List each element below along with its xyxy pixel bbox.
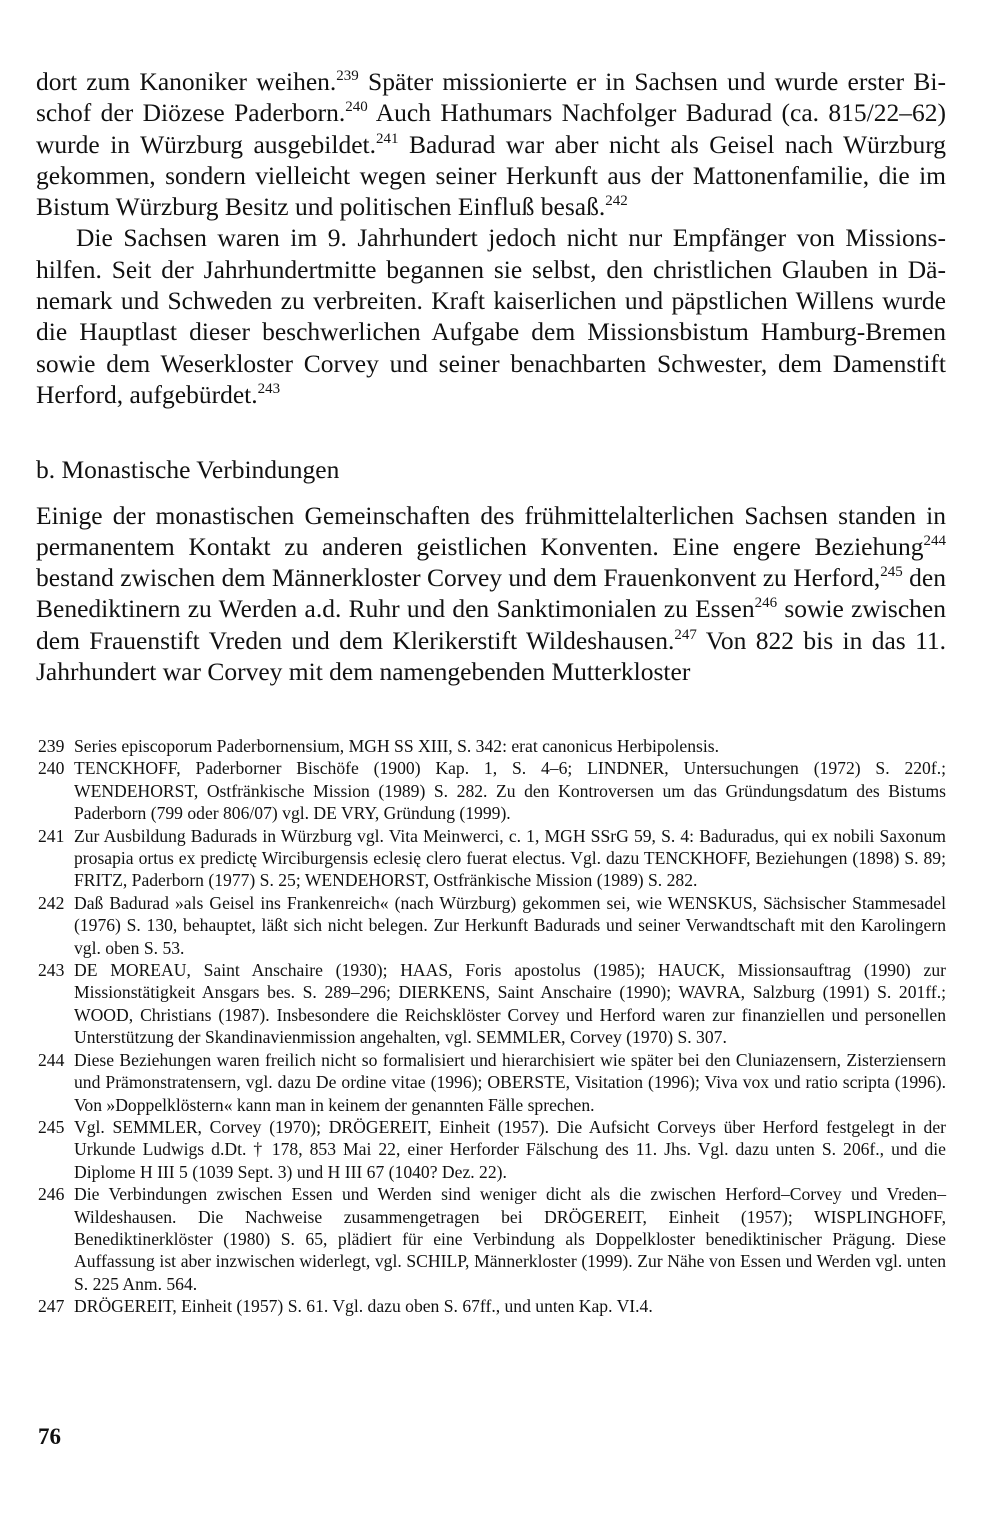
footnote-text: Diese Beziehungen waren freilich nicht so formalisiert und hierarchisiert wie später bei den Cluniazensern, Zisterziensern und Prämonstratensern, vgl. dazu De ordine vitae (1996); OBERSTE, Visitation (1996); Viva vox und ratio scripta (1996). Von »Doppelklöstern« kann man in keinem der genannten Fälle sprechen. bbox=[74, 1049, 946, 1115]
footnote-ref: 245 bbox=[880, 564, 903, 581]
footnote bbox=[36, 757, 946, 824]
text-run: Später missionierte er in Sachsen und wurde erster Bischof der Diözese Paderborn. bbox=[36, 67, 946, 128]
footnote bbox=[36, 825, 946, 892]
paragraph-1 bbox=[36, 66, 946, 222]
footnote-text: Zur Ausbildung Badurads in Würzburg vgl. Vita Meinwerci, c. 1, MGH SSrG 59, S. 4: Baduradus, qui ex nobili Saxonum prosapia ortus ex predictę Wirciburgensis eclesię clero fuerat electus. Vgl. dazu TENCKHOFF, Beziehungen (1898) S. 89; FRITZ, Paderborn (1977) S. 25; WENDEHORST, Ostfränkische Mission (1989) S. 282. bbox=[74, 825, 946, 891]
text-run: dort zum Kanoniker weihen. bbox=[36, 67, 337, 96]
footnote-number: 241 bbox=[38, 825, 65, 846]
page-number: 76 bbox=[38, 1424, 61, 1449]
footnote-text: Die Verbindungen zwischen Essen und Werden sind weniger dicht als die zwischen Herford–Corvey und Vreden–Wildeshausen. Die Nachweise zusammengetragen bei DRÖGEREIT, Einheit (1957); WISPLINGHOFF, Benediktinerklöster (1980) S. 65, plädiert für eine Verbindung als Doppelkloster benediktinischer Prägung. Diese Auffassung ist aber inzwischen widerlegt, vgl. SCHILP, Männerkloster (1999). Zur Nähe von Essen und Werden vgl. unten S. 225 Anm. 564. bbox=[74, 1184, 946, 1294]
footnote-ref: 241 bbox=[376, 130, 399, 147]
paragraph-2 bbox=[36, 222, 946, 410]
footnote-text: DRÖGEREIT, Einheit (1957) S. 61. Vgl. dazu oben S. 67ff., und unten Kap. VI.4. bbox=[74, 1296, 653, 1317]
footnote-ref: 246 bbox=[754, 595, 778, 612]
footnote-text: Daß Badurad »als Geisel ins Frankenreich« (nach Würzburg) gekommen sei, wie WENSKUS, Sächsischer Stammesadel (1976) S. 130, behauptet, läßt sich nicht belegen. Zur Herkunft Badurads und seiner Verwandtschaft mit den Karolingern vgl. oben S. 53. bbox=[74, 892, 946, 958]
footnote-number: 242 bbox=[38, 892, 65, 913]
text-run: den Benediktinern zu Werden a.d. Ruhr und den Sanktimonialen zu Essen bbox=[36, 563, 946, 624]
page-content bbox=[36, 66, 946, 687]
text-run: Einige der monastischen Gemeinschaften des frühmittelalterlichen Sachsen standen in permanentem Kontakt zu anderen geistlichen Konventen. Eine engere Beziehung bbox=[36, 500, 946, 561]
text-run: Die Sachsen waren im 9. Jahrhundert jedoch nicht nur Empfänger von Missionshilfen. Seit der Jahrhundertmitte begannen sie selbst, den christlichen Glauben in Dänemark und Schweden zu verbreiten. Kraft kaiserlichen und päpstlichen Willens wurde die Hauptlast dieser beschwerlichen Aufgabe dem Missionsbistum Hamburg-Bremen sowie dem Weserkloster Corvey und seiner benachbarten Schwester, dem Damenstift Herford, aufgebürdet. bbox=[36, 223, 946, 409]
text-run: Auch Hathumars Nachfolger Badurad (ca. 815/22–62) wurde in Würzburg ausgebildet. bbox=[36, 98, 946, 159]
footnote-ref: 239 bbox=[336, 68, 359, 84]
footnotes bbox=[36, 735, 946, 1318]
footnote-number: 239 bbox=[38, 736, 65, 756]
section-heading: b. Monastische Verbindungen bbox=[36, 455, 340, 485]
footnote-ref: 247 bbox=[674, 626, 697, 643]
text-run: bestand zwischen dem Männerkloster Corvey und dem Frauenkonvent zu Herford, bbox=[36, 563, 881, 593]
footnote-ref: 242 bbox=[605, 193, 628, 210]
text-run: Von 822 bis in das 11. Jahrhundert war Corvey mit dem namengebenden Mutterkloster bbox=[36, 625, 946, 687]
footnote bbox=[36, 892, 946, 959]
footnote bbox=[36, 1295, 946, 1317]
text-run: sowie zwischen dem Frauenstift Vreden und dem Klerikerstift Wildeshausen. bbox=[36, 594, 946, 655]
footnote-ref: 244 bbox=[923, 532, 946, 549]
footnote-number: 245 bbox=[38, 1116, 65, 1137]
footnote-text: DE MOREAU, Saint Anschaire (1930); HAAS, Foris apostolus (1985); HAUCK, Missionsauftrag (1990) zur Missionstätigkeit Ansgars bes. S. 289–296; DIERKENS, Saint Anschaire (1990); WAVRA, Salzburg (1991) S. 201ff.; WOOD, Christians (1987). Insbesondere die Reichsklöster Corvey und Herford waren zur finanziellen und personellen Unterstützung der Skandinavienmission angehalten, vgl. SEMMLER, Corvey (1970) S. 307. bbox=[74, 960, 946, 1048]
footnote bbox=[36, 1049, 946, 1116]
footnote bbox=[36, 735, 946, 757]
paragraph-3 bbox=[36, 500, 946, 688]
footnote bbox=[36, 959, 946, 1049]
footnote-number: 244 bbox=[38, 1049, 65, 1070]
footnote bbox=[36, 1116, 946, 1183]
footnote-ref: 243 bbox=[257, 380, 281, 397]
footnote-number: 243 bbox=[38, 960, 65, 981]
text-run: Badurad war aber nicht als Geisel nach Würzburg gekommen, sondern vielleicht wegen seiner Herkunft aus der Mattonenfamilie, die im Bistum Würzburg Besitz und politischen Einfluß besaß. bbox=[36, 129, 946, 222]
footnote bbox=[36, 1183, 946, 1295]
footnote-text: Series episcoporum Paderbornensium, MGH SS XIII, S. 342: erat canonicus Herbipolensis. bbox=[74, 736, 719, 756]
footnote-text: TENCKHOFF, Paderborner Bischöfe (1900) Kap. 1, S. 4–6; LINDNER, Untersuchungen (1972) S. 220f.; WENDEHORST, Ostfränkische Mission (1989) S. 282. Zu den Kontroversen um das Gründungsdatum des Bistums Paderborn (799 oder 806/07) vgl. DE VRY, Gründung (1999). bbox=[74, 758, 946, 824]
footnote-number: 246 bbox=[38, 1184, 65, 1205]
footnote-number: 247 bbox=[38, 1296, 65, 1317]
footnote-text: Vgl. SEMMLER, Corvey (1970); DRÖGEREIT, Einheit (1957). Die Aufsicht Corveys über Herford festgelegt in der Urkunde Ludwigs d.Dt. † 178, 853 Mai 22, einer Herforder Fälschung des 11. Jhs. Vgl. dazu unten S. 206f., und die Diplome H III 5 (1039 Sept. 3) und H III 67 (1040? Dez. 22). bbox=[74, 1116, 946, 1182]
body-text bbox=[36, 66, 946, 410]
footnote-ref: 240 bbox=[345, 99, 368, 116]
body-text-2 bbox=[36, 500, 946, 688]
footnote-number: 240 bbox=[38, 758, 65, 779]
